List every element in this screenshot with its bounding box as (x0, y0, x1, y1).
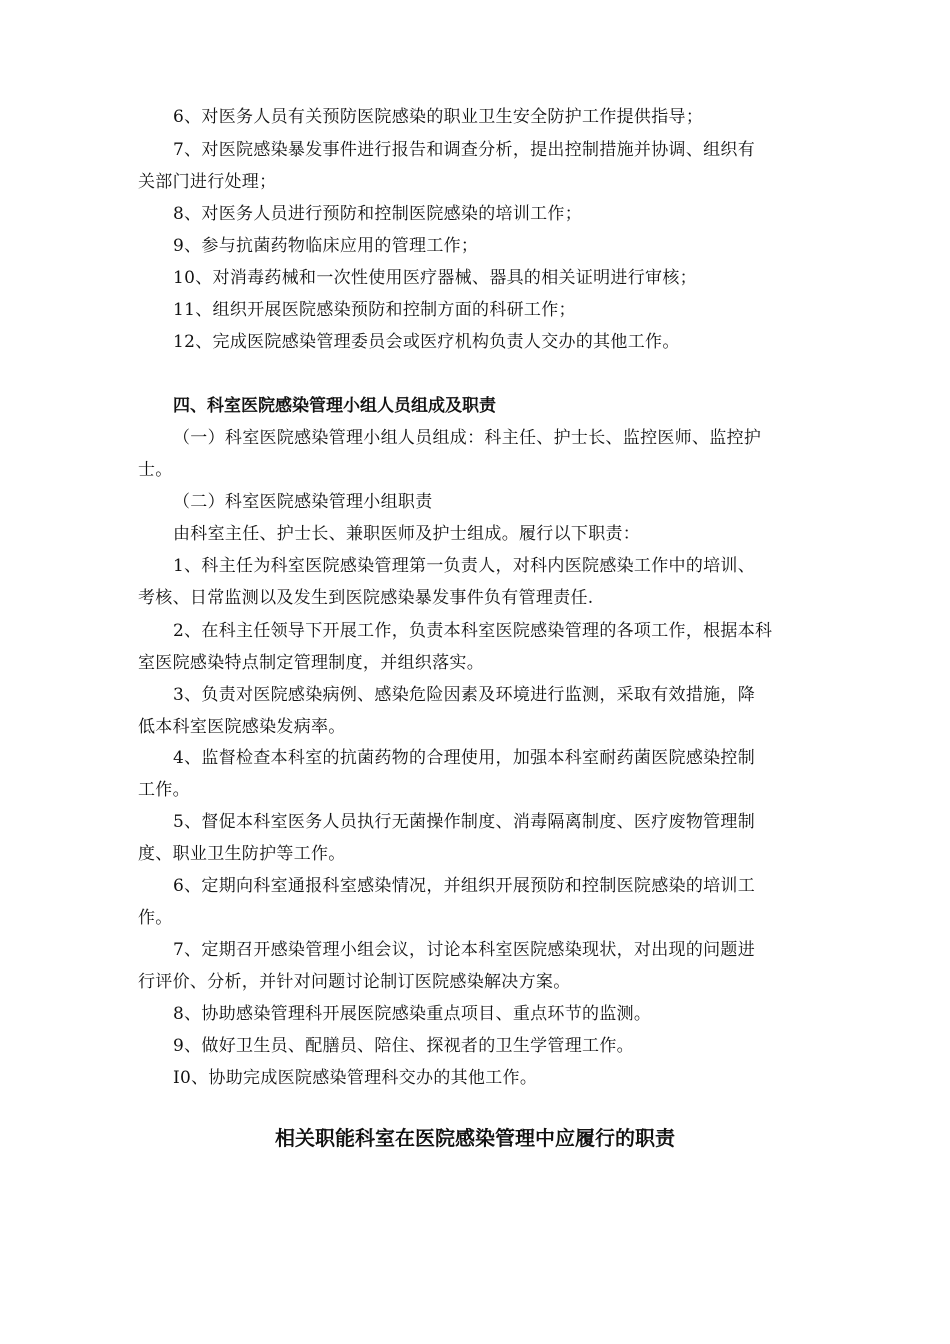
paragraph-line: 工作。 (138, 780, 190, 800)
paragraph-line: 作。 (138, 908, 173, 928)
paragraph-line: 2、在科主任领导下开展工作，负责本科室医院感染管理的各项工作，根据本科 (173, 621, 773, 641)
paragraph-line: 室医院感染特点制定管理制度，并组织落实。 (138, 653, 484, 673)
subsection-heading: （二）科室医院感染管理小组职责 (173, 492, 433, 512)
paragraph-line: （一）科室医院感染管理小组人员组成：科主任、护士长、监控医师、监控护 (173, 428, 762, 448)
duty-item-8: 8、对医务人员进行预防和控制医院感染的培训工作； (173, 204, 583, 224)
paragraph-line: I0、协助完成医院感染管理科交办的其他工作。 (173, 1068, 538, 1088)
paragraph-line: 6、定期向科室通报科室感染情况，并组织开展预防和控制医院感染的培训工 (173, 876, 756, 896)
duty-item-7-cont: 关部门进行处理； (138, 172, 277, 192)
paragraph-line: 低本科室医院感染发病率。 (138, 717, 346, 737)
paragraph-line: 1、科主任为科室医院感染管理第一负责人，对科内医院感染工作中的培训、 (173, 556, 756, 576)
paragraph-line: 士。 (138, 460, 173, 480)
duty-item-9: 9、参与抗菌药物临床应用的管理工作； (173, 236, 479, 256)
section-heading: 四、科室医院感染管理小组人员组成及职责 (173, 396, 496, 416)
duty-item-11: 11、组织开展医院感染预防和控制方面的科研工作； (173, 300, 576, 320)
paragraph-line: 5、督促本科室医务人员执行无菌操作制度、消毒隔离制度、医疗废物管理制 (173, 812, 756, 832)
paragraph-line: 行评价、分析，并针对问题讨论制订医院感染解决方案。 (138, 972, 571, 992)
paragraph-line: 3、负责对医院感染病例、感染危险因素及环境进行监测，采取有效措施，降 (173, 685, 756, 705)
paragraph-line: 9、做好卫生员、配膳员、陪住、探视者的卫生学管理工作。 (173, 1036, 634, 1056)
duty-item-6: 6、对医务人员有关预防医院感染的职业卫生安全防护工作提供指导； (173, 107, 704, 127)
paragraph-line: 4、监督检查本科室的抗菌药物的合理使用，加强本科室耐药菌医院感染控制 (173, 748, 756, 768)
duty-item-12: 12、完成医院感染管理委员会或医疗机构负责人交办的其他工作。 (173, 332, 680, 352)
duty-item-7: 7、对医院感染暴发事件进行报告和调查分析，提出控制措施并协调、组织有 (173, 140, 756, 160)
paragraph-line: 7、定期召开感染管理小组会议，讨论本科室医院感染现状，对出现的问题进 (173, 940, 756, 960)
duty-item-10: 10、对消毒药械和一次性使用医疗器械、器具的相关证明进行审核； (173, 268, 697, 288)
paragraph-line: 度、职业卫生防护等工作。 (138, 844, 346, 864)
document-title: 相关职能科室在医院感染管理中应履行的职责 (275, 1126, 675, 1150)
paragraph-line: 8、协助感染管理科开展医院感染重点项目、重点环节的监测。 (173, 1004, 652, 1024)
paragraph-line: 考核、日常监测以及发生到医院感染暴发事件负有管理责任. (138, 588, 594, 608)
paragraph-line: 由科室主任、护士长、兼职医师及护士组成。履行以下职责： (173, 524, 641, 544)
